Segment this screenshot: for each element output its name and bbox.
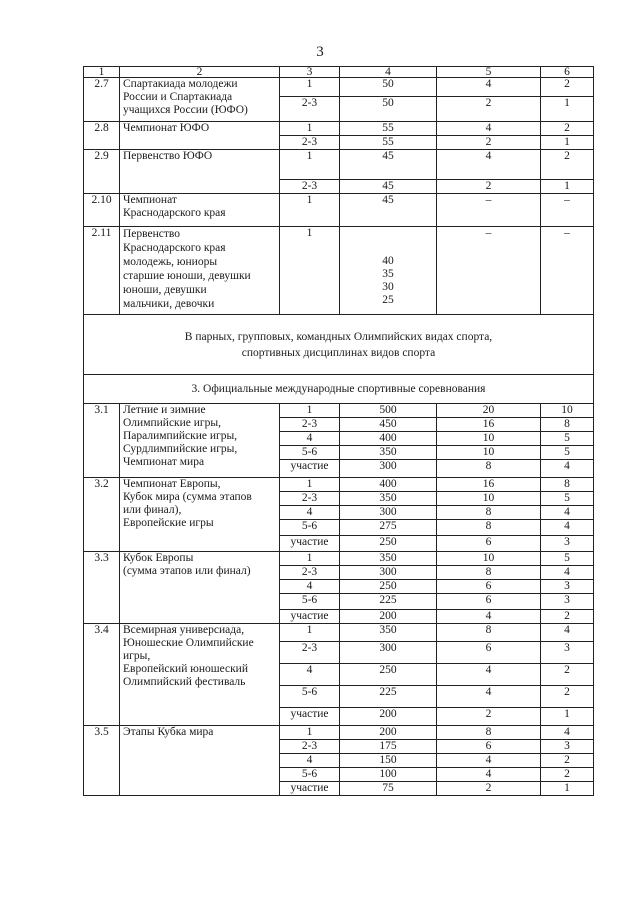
place-cell: 5-6 <box>280 768 340 782</box>
col-header: 2 <box>120 67 280 78</box>
points-col6-cell: 8 <box>541 478 594 492</box>
place-cell: 5-6 <box>280 594 340 610</box>
col-header: 1 <box>84 67 120 78</box>
place-cell: 2-3 <box>280 180 340 194</box>
table-body <box>84 67 594 796</box>
points-col6-cell: 3 <box>541 642 594 664</box>
points-col6-cell: 2 <box>541 664 594 686</box>
place-cell: 4 <box>280 580 340 594</box>
event-name-line: молодежь, юниоры <box>123 256 218 268</box>
points-col5-cell: 2 <box>437 136 541 150</box>
points-col5-cell: 8 <box>437 726 541 740</box>
points-col5-cell: 4 <box>437 768 541 782</box>
place-cell: 1 <box>280 478 340 492</box>
points-col5-cell: 4 <box>437 610 541 624</box>
points-col6-cell: 2 <box>541 610 594 624</box>
points-cell: 350 <box>340 446 437 460</box>
points-cell: 45 <box>340 150 437 180</box>
points-cell: 275 <box>340 520 437 536</box>
points-col5-cell: 4 <box>437 664 541 686</box>
event-name-line: Этапы Кубка мира <box>123 726 214 738</box>
event-name-line: юноши, девушки <box>123 284 207 296</box>
points-col5-cell: 8 <box>437 460 541 478</box>
place-cell: участие <box>280 610 340 624</box>
event-name-line: старшие юноши, девушки <box>123 270 251 282</box>
row-number: 3.4 <box>84 624 120 726</box>
place-cell: 1 <box>280 194 340 227</box>
place-cell: 2-3 <box>280 740 340 754</box>
event-name <box>120 478 280 552</box>
points-col5-cell: 10 <box>437 552 541 566</box>
event-name-line: Чемпионат ЮФО <box>123 122 210 134</box>
points-cell: 150 <box>340 754 437 768</box>
points-col6-cell: 4 <box>541 624 594 642</box>
points-col5-cell: 6 <box>437 740 541 754</box>
points-col5-cell: 8 <box>437 566 541 580</box>
event-name <box>120 150 280 194</box>
points-col5-cell: 16 <box>437 478 541 492</box>
table-row <box>84 552 594 566</box>
points-col5-cell: 4 <box>437 150 541 180</box>
points-col6-cell: 4 <box>541 566 594 580</box>
points-col5-cell: 4 <box>437 754 541 768</box>
place-cell: участие <box>280 782 340 796</box>
points-col6-cell: 5 <box>541 446 594 460</box>
points-col6-cell: – <box>541 227 594 315</box>
event-name-line: Летние и зимние <box>123 404 206 416</box>
place-cell: 1 <box>280 624 340 642</box>
place-cell: 1 <box>280 122 340 136</box>
points-value: 35 <box>382 268 394 280</box>
points-col6-cell: 1 <box>541 136 594 150</box>
place-cell: 4 <box>280 754 340 768</box>
event-name-line: Кубок мира (сумма этапов <box>123 491 252 503</box>
place-cell: 1 <box>280 227 340 315</box>
points-cell: 55 <box>340 136 437 150</box>
event-name-line: игры, <box>123 650 151 662</box>
place-cell: 1 <box>280 552 340 566</box>
points-col6-cell: 2 <box>541 78 594 97</box>
table-row <box>84 478 594 492</box>
points-cell: 200 <box>340 708 437 726</box>
points-cell: 300 <box>340 566 437 580</box>
place-cell: 2-3 <box>280 136 340 150</box>
place-cell: 2-3 <box>280 566 340 580</box>
points-value: 40 <box>382 255 394 267</box>
points-col5-cell: 8 <box>437 520 541 536</box>
table-row <box>84 624 594 642</box>
place-cell: 1 <box>280 726 340 740</box>
points-col6-cell: 2 <box>541 122 594 136</box>
points-cell: 250 <box>340 536 437 552</box>
place-cell: 5-6 <box>280 520 340 536</box>
points-cell: 350 <box>340 624 437 642</box>
points-col5-cell: 2 <box>437 97 541 122</box>
points-col6-cell: 2 <box>541 754 594 768</box>
place-cell: участие <box>280 536 340 552</box>
place-cell: 4 <box>280 432 340 446</box>
points-col5-cell: 2 <box>437 782 541 796</box>
place-cell: 2-3 <box>280 642 340 664</box>
table-row <box>84 194 594 227</box>
event-name-line: Европейский юношеский <box>123 663 248 675</box>
row-number: 2.8 <box>84 122 120 150</box>
section-heading-line: В парных, групповых, командных Олимпийских видах спорта, <box>184 330 493 343</box>
event-name <box>120 726 280 796</box>
points-cell: 45 <box>340 194 437 227</box>
event-name-line: Чемпионат Европы, <box>123 478 221 490</box>
row-number: 2.11 <box>84 227 120 315</box>
event-name-line: Паралимпийские игры, <box>123 430 238 442</box>
points-col6-cell: 1 <box>541 782 594 796</box>
points-col6-cell: 3 <box>541 580 594 594</box>
event-name-line: или финал), <box>123 504 182 516</box>
event-name <box>120 122 280 150</box>
table-row <box>84 404 594 418</box>
event-name-line: Краснодарского края <box>123 207 226 219</box>
points-value: 25 <box>382 294 394 306</box>
event-name-line: Кубок Европы <box>123 552 194 564</box>
points-cell: 225 <box>340 686 437 708</box>
points-cell: 200 <box>340 610 437 624</box>
points-col6-cell: 1 <box>541 97 594 122</box>
event-name-line: Спартакиада молодежи <box>123 78 238 90</box>
points-col5-cell: 10 <box>437 432 541 446</box>
points-col5-cell: 16 <box>437 418 541 432</box>
event-name <box>120 78 280 122</box>
points-cell: 250 <box>340 580 437 594</box>
points-col6-cell: 4 <box>541 520 594 536</box>
points-cell: 350 <box>340 552 437 566</box>
table-row <box>84 122 594 136</box>
col-header: 3 <box>280 67 340 78</box>
points-col6-cell: 2 <box>541 686 594 708</box>
event-name-line: Олимпийский фестиваль <box>123 676 246 688</box>
col-header: 5 <box>437 67 541 78</box>
event-name <box>120 227 280 315</box>
section-heading-line: спортивных дисциплинах видов спорта <box>241 346 436 359</box>
points-col5-cell: 6 <box>437 642 541 664</box>
points-cell: 300 <box>340 642 437 664</box>
points-cell: 300 <box>340 460 437 478</box>
points-col5-cell: 20 <box>437 404 541 418</box>
event-name <box>120 624 280 726</box>
event-name <box>120 194 280 227</box>
event-name-line: Юношеские Олимпийские <box>123 637 254 649</box>
points-col6-cell: 3 <box>541 740 594 754</box>
event-name <box>120 404 280 478</box>
points-col6-cell: 3 <box>541 594 594 610</box>
points-cell: 400 <box>340 432 437 446</box>
event-name-line: Сурдлимпийские игры, <box>123 443 238 455</box>
event-name <box>120 552 280 624</box>
points-cell: 45 <box>340 180 437 194</box>
points-table <box>83 66 594 796</box>
table-row <box>84 726 594 740</box>
page-number: 3 <box>316 44 324 60</box>
place-cell: 2-3 <box>280 418 340 432</box>
points-cell: 175 <box>340 740 437 754</box>
section-row <box>84 315 594 375</box>
points-col5-cell: 6 <box>437 594 541 610</box>
points-col6-cell: 5 <box>541 492 594 506</box>
points-col6-cell: 4 <box>541 726 594 740</box>
points-col5-cell: – <box>437 227 541 315</box>
place-cell: 4 <box>280 664 340 686</box>
event-name-line: Первенство <box>123 228 181 240</box>
points-col6-cell: 5 <box>541 432 594 446</box>
event-name-line: Олимпийские игры, <box>123 417 221 429</box>
points-col6-cell: 1 <box>541 180 594 194</box>
points-cell: 50 <box>340 97 437 122</box>
event-name-line: Чемпионат <box>123 194 177 206</box>
section-heading-3: 3. Официальные международные спортивные соревнования <box>84 375 594 404</box>
points-col6-cell: 8 <box>541 418 594 432</box>
points-col5-cell: 6 <box>437 536 541 552</box>
points-cell: 55 <box>340 122 437 136</box>
section-row <box>84 375 594 404</box>
points-col5-cell: 6 <box>437 580 541 594</box>
place-cell: 1 <box>280 78 340 97</box>
table-row <box>84 227 594 315</box>
row-number: 3.1 <box>84 404 120 478</box>
event-name-line: Европейские игры <box>123 517 214 529</box>
points-cell: 250 <box>340 664 437 686</box>
points-cell <box>340 227 437 315</box>
points-cell: 50 <box>340 78 437 97</box>
place-cell: 2-3 <box>280 97 340 122</box>
points-value: 30 <box>382 281 394 293</box>
points-cell: 400 <box>340 478 437 492</box>
points-col6-cell: 5 <box>541 552 594 566</box>
points-col5-cell: 4 <box>437 122 541 136</box>
points-col5-cell: – <box>437 194 541 227</box>
points-col5-cell: 10 <box>437 446 541 460</box>
place-cell: 1 <box>280 150 340 180</box>
place-cell: 5-6 <box>280 446 340 460</box>
row-number: 2.10 <box>84 194 120 227</box>
points-col6-cell: 2 <box>541 768 594 782</box>
points-col5-cell: 10 <box>437 492 541 506</box>
event-name-line: (сумма этапов или финал) <box>123 565 251 577</box>
table-row <box>84 78 594 97</box>
table-row <box>84 150 594 180</box>
points-col6-cell: 2 <box>541 150 594 180</box>
points-col6-cell: 4 <box>541 460 594 478</box>
row-number: 3.5 <box>84 726 120 796</box>
place-cell: участие <box>280 460 340 478</box>
points-cell: 75 <box>340 782 437 796</box>
points-col6-cell: – <box>541 194 594 227</box>
points-col5-cell: 2 <box>437 180 541 194</box>
event-name-line: учащихся России (ЮФО) <box>123 104 248 116</box>
section-heading-group <box>84 315 594 375</box>
place-cell: 2-3 <box>280 492 340 506</box>
place-cell: 1 <box>280 404 340 418</box>
points-col6-cell: 4 <box>541 506 594 520</box>
event-name-line: Первенство ЮФО <box>123 150 213 162</box>
points-cell: 300 <box>340 506 437 520</box>
col-header: 6 <box>541 67 594 78</box>
event-name-line: Всемирная универсиада, <box>123 624 245 636</box>
event-name-line: мальчики, девочки <box>123 298 215 310</box>
row-number: 2.9 <box>84 150 120 194</box>
points-col5-cell: 2 <box>437 708 541 726</box>
points-cell: 450 <box>340 418 437 432</box>
points-cell: 200 <box>340 726 437 740</box>
points-col6-cell: 1 <box>541 708 594 726</box>
place-cell: участие <box>280 708 340 726</box>
row-number: 3.3 <box>84 552 120 624</box>
points-col6-cell: 10 <box>541 404 594 418</box>
points-col5-cell: 8 <box>437 506 541 520</box>
points-col5-cell: 4 <box>437 78 541 97</box>
col-header: 4 <box>340 67 437 78</box>
place-cell: 5-6 <box>280 686 340 708</box>
row-number: 2.7 <box>84 78 120 122</box>
event-name-line: Чемпионат мира <box>123 456 205 468</box>
points-cell: 225 <box>340 594 437 610</box>
points-col6-cell: 3 <box>541 536 594 552</box>
event-name-line: Краснодарского края <box>123 242 226 254</box>
points-cell: 500 <box>340 404 437 418</box>
points-col5-cell: 4 <box>437 686 541 708</box>
points-cell: 100 <box>340 768 437 782</box>
event-name-line: России и Спартакиада <box>123 91 233 103</box>
points-col5-cell: 8 <box>437 624 541 642</box>
points-cell: 350 <box>340 492 437 506</box>
row-number: 3.2 <box>84 478 120 552</box>
place-cell: 4 <box>280 506 340 520</box>
header-row <box>84 67 594 78</box>
